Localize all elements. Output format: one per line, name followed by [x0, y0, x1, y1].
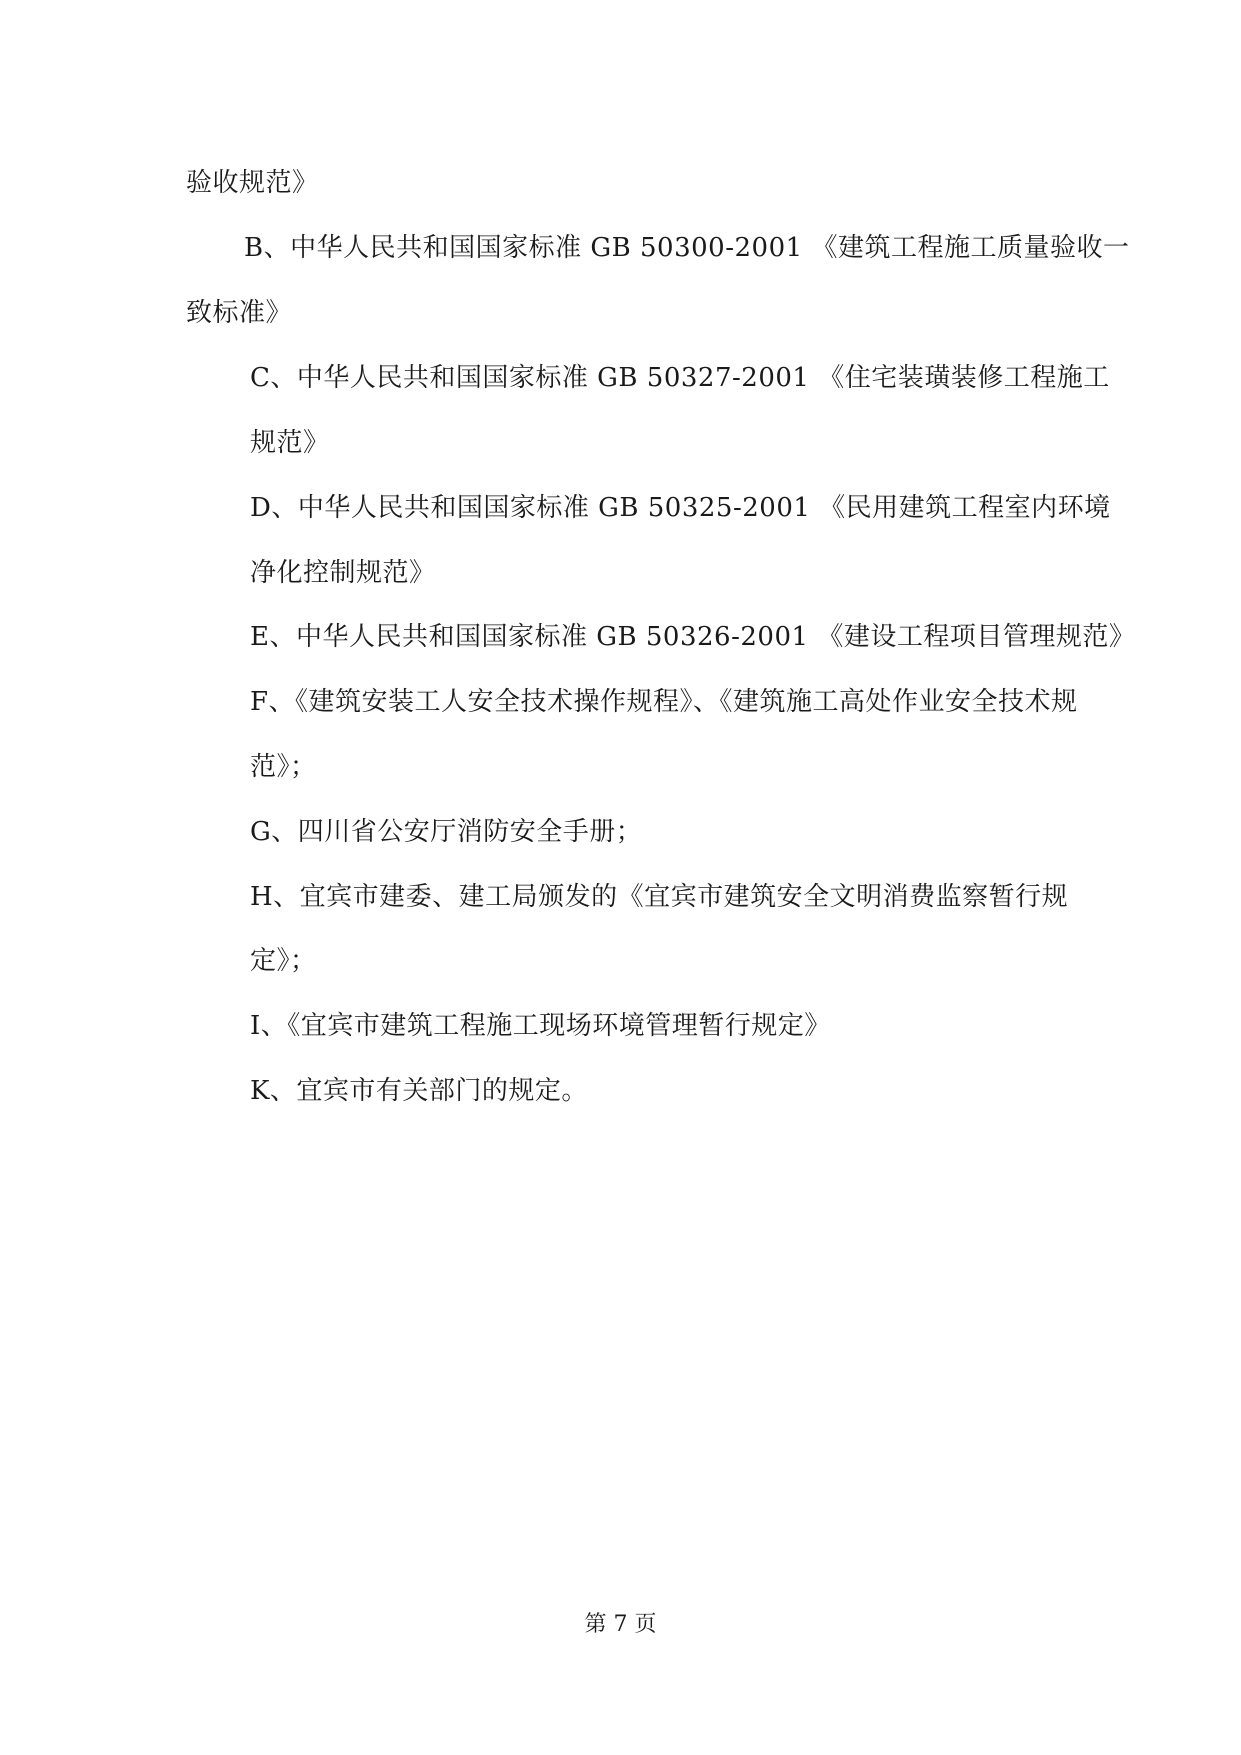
text-line-6: D、中华人民共和国国家标准 GB 50325-2001 《民用建筑工程室内环境 — [250, 493, 1111, 523]
text-line-11: G、四川省公安厅消防安全手册； — [250, 817, 643, 847]
text-line-7: 净化控制规范》 — [250, 558, 436, 588]
text-line-2: B、中华人民共和国国家标准 GB 50300-2001 《建筑工程施工质量验收一 — [244, 233, 1130, 263]
text-line-1: 验收规范》 — [186, 168, 319, 198]
text-line-9: F、《建筑安装工人安全技术操作规程》、《建筑施工高处作业安全技术规 — [250, 687, 1078, 717]
text-line-3: 致标准》 — [186, 298, 293, 328]
text-line-5: 规范》 — [250, 428, 330, 458]
text-line-10: 范》； — [250, 752, 317, 782]
text-line-4: C、中华人民共和国国家标准 GB 50327-2001 《住宅装璜装修工程施工 — [250, 363, 1110, 393]
page-number: 第 7 页 — [584, 1612, 657, 1637]
text-line-13: 定》； — [250, 946, 317, 976]
text-line-12: H、宜宾市建委、建工局颁发的《宜宾市建筑安全文明消费监察暂行规 — [250, 882, 1069, 912]
text-line-15: K、宜宾市有关部门的规定。 — [250, 1076, 588, 1106]
text-line-8: E、中华人民共和国国家标准 GB 50326-2001 《建设工程项目管理规范》 — [250, 622, 1136, 652]
text-line-14: I、《宜宾市建筑工程施工现场环境管理暂行规定》 — [250, 1011, 831, 1041]
